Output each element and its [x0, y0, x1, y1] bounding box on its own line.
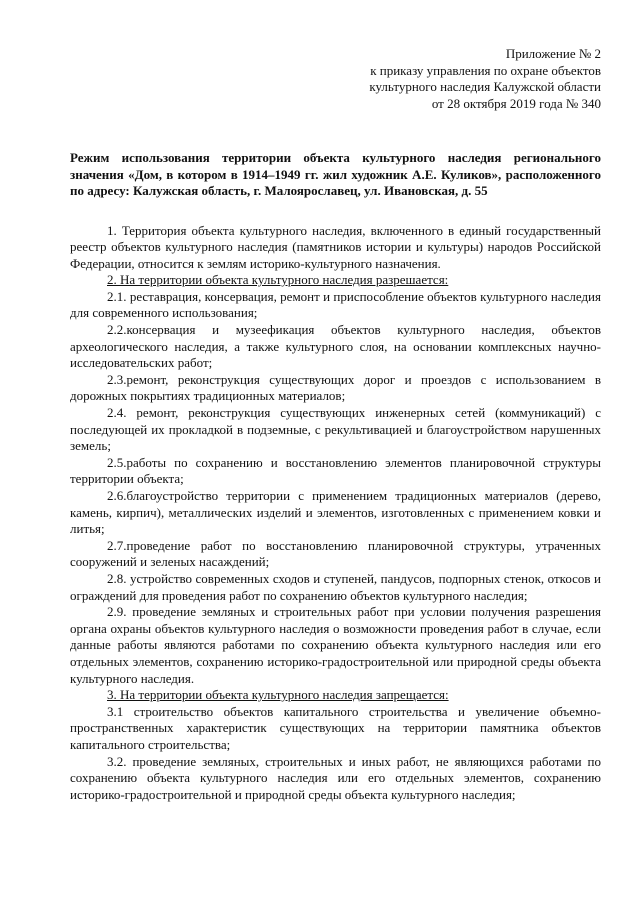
- appendix-header: [70, 46, 601, 112]
- section-heading: [70, 687, 601, 704]
- paragraph: 2.2.консервация и музеефикация объектов культурного наследия, объектов археологического наследия, а также культурного слоя, на основании комплексных научно-исследовательских работ;: [70, 322, 601, 371]
- paragraph: 1. Территория объекта культурного наследия, включенного в единый государственный реестр объектов культурного наследия (памятников истории и культуры) народов Российской Федерации, относится к землям историко-культурного назначения.: [70, 222, 601, 271]
- paragraph: 3.1 строительство объектов капитального строительства и увеличение объемно-пространственных характеристик существующих на территории памятника объектов капитального строительства;: [70, 703, 601, 752]
- paragraph: 2.7.проведение работ по восстановлению планировочной структуры, утраченных сооружений и зеленых насаждений;: [70, 537, 601, 570]
- paragraph: 2.4. ремонт, реконструкция существующих инженерных сетей (коммуникаций) с последующей их прокладкой в подземные, с рекультивацией и благоустройством нарушенных земель;: [70, 405, 601, 454]
- paragraph: 2.5.работы по сохранению и восстановлению элементов планировочной структуры территории объекта;: [70, 454, 601, 487]
- appendix-line: от 28 октября 2019 года № 340: [431, 95, 601, 111]
- paragraph: 2.8. устройство современных сходов и ступеней, пандусов, подпорных стенок, откосов и ограждений для проведения работ по сохранению объектов культурного наследия;: [70, 570, 601, 603]
- section-heading-text: 3. На территории объекта культурного наследия запрещается:: [107, 687, 449, 703]
- appendix-line: к приказу управления по охране объектов: [370, 62, 601, 78]
- paragraph: 2.1. реставрация, консервация, ремонт и приспособление объектов культурного наследия для современного использования;: [70, 288, 601, 321]
- section-heading: [70, 272, 601, 289]
- document-body: [70, 223, 601, 804]
- paragraph: 3.2. проведение земляных, строительных и иных работ, не являющихся работами по сохранению объекта культурного наследия или его отдельных элементов, сохранению историко-градостроительной и природной среды объекта культурного наследия;: [70, 753, 601, 802]
- paragraph: 2.9. проведение земляных и строительных работ при условии получения разрешения органа охраны объектов культурного наследия о возможности проведения работ в случае, если данные работы являются работами по сохранению объекта культурного наследия или его отдельных элементов, сохранению историко-градостроительной или природной среды объекта культурного наследия.: [70, 604, 601, 686]
- paragraph: 2.3.ремонт, реконструкция существующих дорог и проездов с использованием в дорожных покрытиях традиционных материалов;: [70, 371, 601, 404]
- appendix-line: культурного наследия Калужской области: [369, 79, 601, 94]
- paragraph: 2.6.благоустройство территории с применением традиционных материалов (дерево, камень, кирпич), металлических изделий и элементов, изготовленных с применением ковки и литья;: [70, 488, 601, 537]
- section-heading-text: 2. На территории объекта культурного наследия разрешается:: [107, 272, 449, 288]
- document-title: Режим использования территории объекта культурного наследия регионального значения «Дом, в котором в 1914–1949 гг. жил художник А.Е. Куликов», расположенного по адресу: Калужская область, г. Малоярославец, ул. Ивановская, д. 55: [70, 150, 601, 198]
- appendix-line: Приложение № 2: [505, 46, 601, 61]
